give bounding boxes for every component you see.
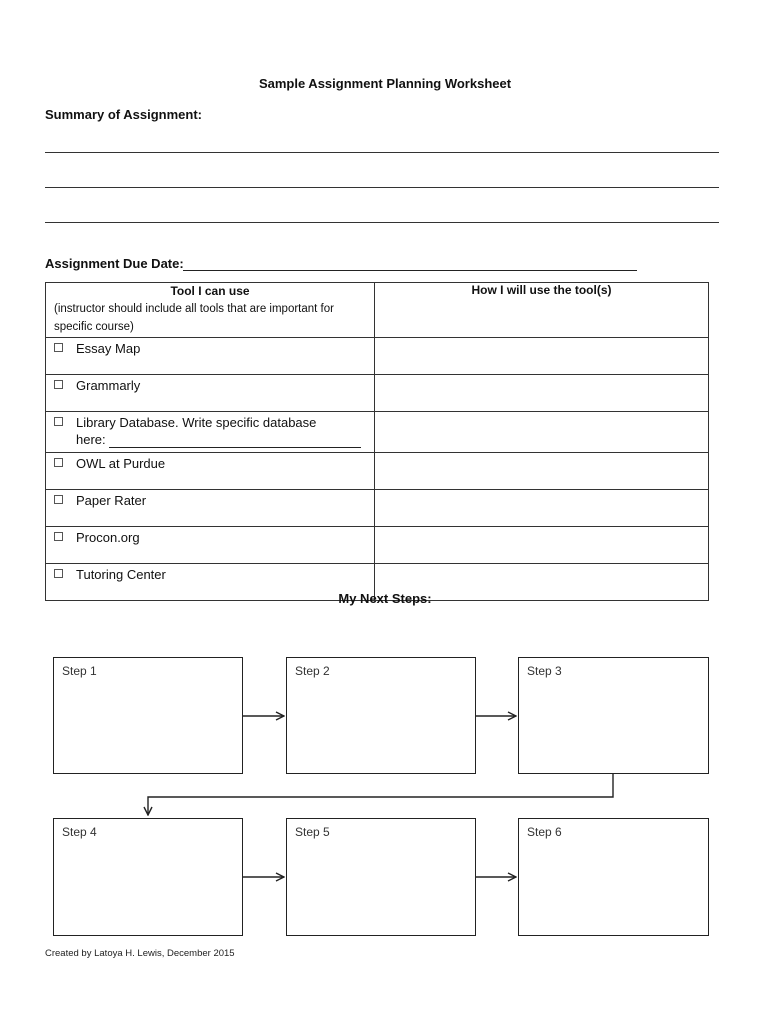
tool-label: Tutoring Center [76, 567, 166, 582]
tool-label: Grammarly [76, 378, 141, 393]
footer-credit: Created by Latoya H. Lewis, December 2015 [45, 948, 235, 959]
header-tool-title: Tool I can use [170, 284, 250, 298]
step-label: Step 1 [62, 664, 97, 678]
tool-label: Library Database. Write specific database [76, 415, 317, 430]
arrow-down-icon [148, 774, 613, 815]
step-label: Step 6 [527, 825, 562, 839]
step-label: Step 4 [62, 825, 97, 839]
step-label: Step 3 [527, 664, 562, 678]
step-label: Step 5 [295, 825, 330, 839]
tool-label-line2: here: [76, 432, 110, 447]
header-tool-note: (instructor should include all tools that are important for specific course) [54, 303, 334, 333]
tool-label: Paper Rater [76, 493, 147, 508]
header-how: How I will use the tool(s) [375, 283, 709, 338]
due-date-label: Assignment Due Date: [45, 256, 184, 271]
page-title: Sample Assignment Planning Worksheet [258, 76, 512, 91]
step-label: Step 2 [295, 664, 330, 678]
tool-label: Procon.org [76, 530, 140, 545]
next-steps-heading: My Next Steps: [338, 591, 432, 606]
summary-label: Summary of Assignment: [45, 107, 202, 122]
tool-label: Essay Map [76, 341, 141, 356]
tool-label: OWL at Purdue [76, 456, 166, 471]
